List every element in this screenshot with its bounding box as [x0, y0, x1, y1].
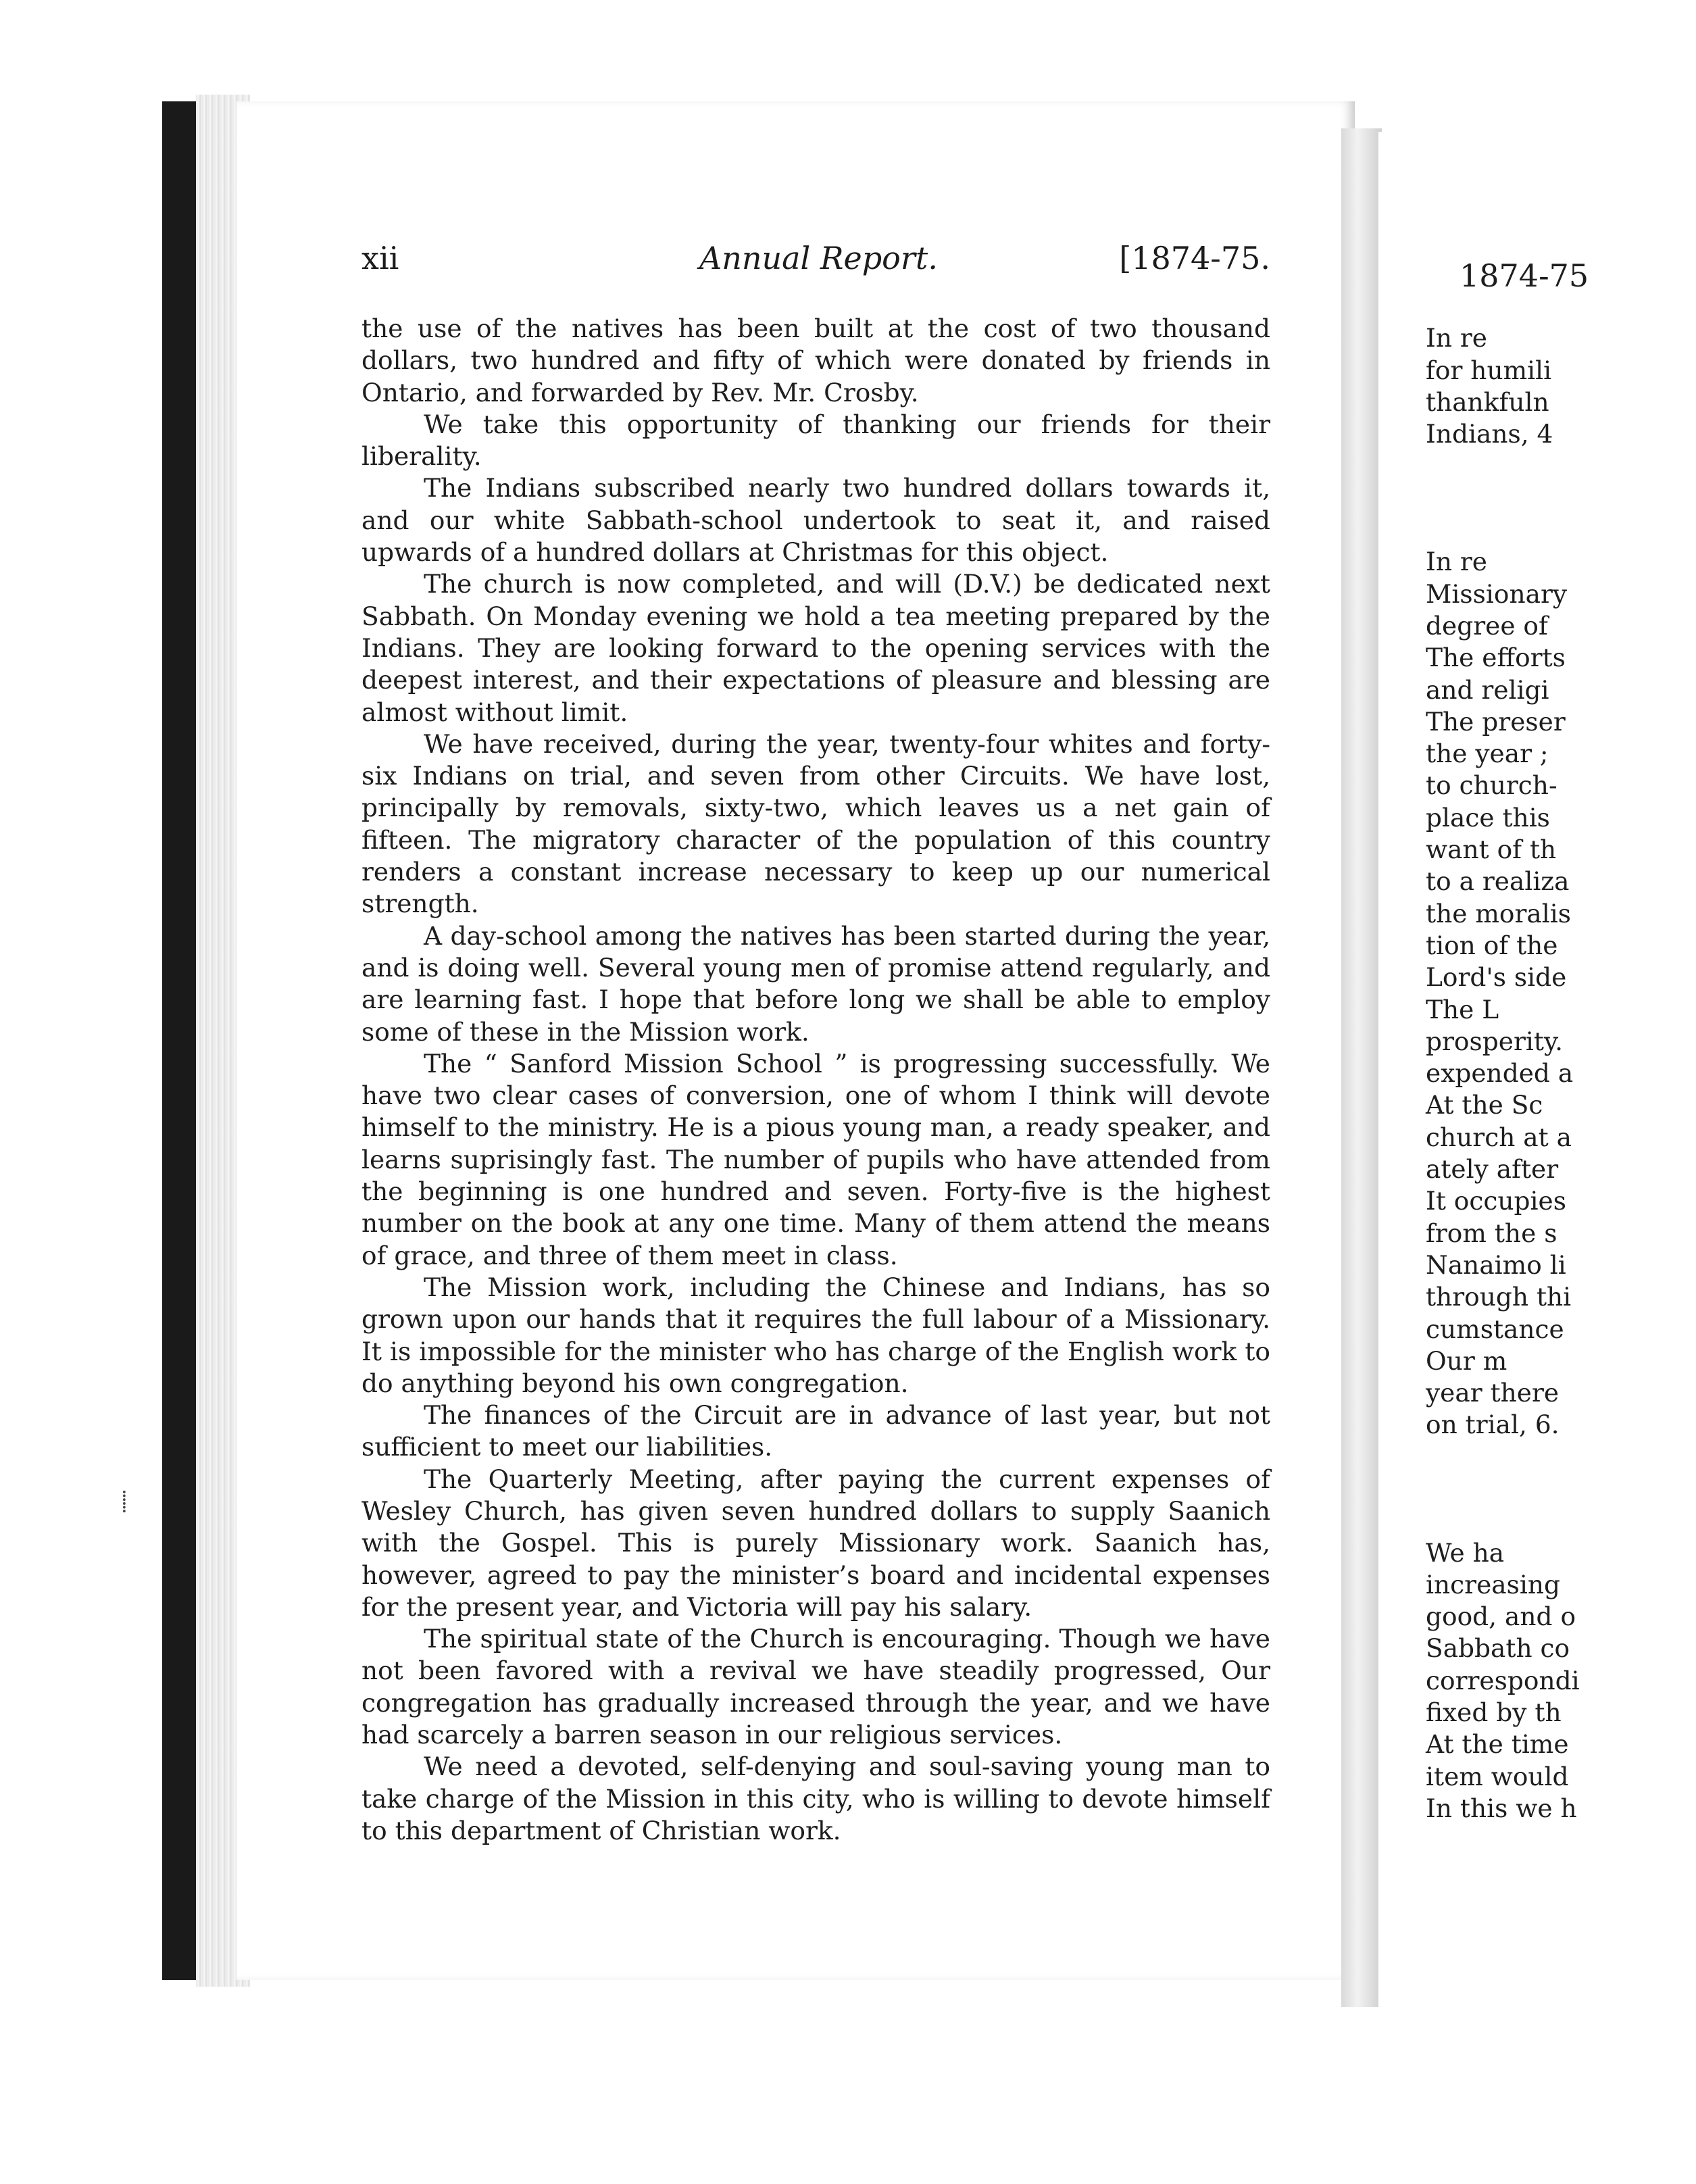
facing-page-line: At the Sc [1426, 1090, 1543, 1120]
facing-page-line: tion of the [1426, 930, 1558, 960]
page-title: Annual Report. [699, 240, 938, 276]
paragraph: We have received, during the year, twenty-four whites and forty-six Indians on trial, and seven from other Circuits. We have lost, principally by removals, sixty-two, which leaves us a net gain of fifteen. The migratory character of the population of this country renders a constant increase necessary to keep up our numerical strength. [361, 728, 1270, 919]
facing-page-line: increasing [1426, 1569, 1561, 1599]
facing-page-line: on trial, 6. [1426, 1410, 1560, 1440]
facing-page-line: through thi [1426, 1282, 1572, 1312]
facing-page-line: item would [1426, 1761, 1569, 1791]
facing-page-line: In re [1426, 547, 1488, 577]
facing-page-line: Sabbath co [1426, 1633, 1570, 1664]
facing-page-line: prosperity. [1426, 1026, 1564, 1056]
facing-page-line: for humili [1426, 355, 1552, 385]
scan-mark: ⸽ [122, 1490, 127, 1514]
facing-page-line: In this we h [1426, 1793, 1577, 1823]
facing-page-line: It occupies [1426, 1186, 1566, 1216]
facing-page-line: Our m [1426, 1345, 1507, 1376]
facing-page-line: from the s [1426, 1218, 1557, 1248]
paragraph: We take this opportunity of thanking our friends for their liberality. [361, 409, 1270, 472]
paragraph: We need a devoted, self-denying and soul-saving young man to take charge of the Mission in this city, who is willing to devote himself to this department of Christian work. [361, 1752, 1270, 1845]
facing-page-line: Missionary [1426, 578, 1568, 609]
facing-page-line [1426, 482, 1696, 514]
facing-page-line: correspondi [1426, 1665, 1580, 1695]
paragraph: The “ Sanford Mission School ” is progressing successfully. We have two clear cases of conversion, one of whom I think will devote himself to the ministry. He is a pious young man, a ready speaker, and learns suprisingly fast. The number of pupils who have attended from the beginning is one hundred and seven. Forty-five is the highest number on the book at any one time. Many of them attend the means of grace, and three of them meet in class. [361, 1048, 1270, 1270]
facing-page-line: fixed by th [1426, 1697, 1562, 1728]
paragraph: The finances of the Circuit are in advance of last year, but not sufficient to meet our liabilities. [361, 1400, 1270, 1462]
body-text [361, 313, 1270, 1847]
page-number: xii [361, 240, 399, 276]
facing-page-line [1426, 1441, 1696, 1473]
page-year: [1874-75. [1119, 240, 1270, 276]
book-gutter [1341, 128, 1382, 2007]
facing-page-line [1426, 1473, 1696, 1505]
facing-page-line: to a realiza [1426, 866, 1570, 897]
paragraph: The Mission work, including the Chinese and Indians, has so grown upon our hands that it requires the full labour of a Missionary. It is impossible for the minister who has charge of the English work to do anything beyond his own congregation. [361, 1272, 1270, 1398]
facing-page-line: year there [1426, 1378, 1560, 1408]
facing-page-header: 1874-75 [1460, 257, 1589, 294]
facing-page-line: At the time [1426, 1729, 1569, 1760]
facing-page-line: Nanaimo li [1426, 1249, 1566, 1280]
facing-page-line: Indians, 4 [1426, 419, 1553, 449]
paragraph: The church is now completed, and will (D.V.) be dedicated next Sabbath. On Monday evening we hold a tea meeting prepared by the Indians. They are looking forward to the opening services with the deepest interest, and their expectations of pleasure and blessing are almost without limit. [361, 569, 1270, 727]
facing-page-text [1426, 257, 1696, 1825]
paragraph: A day-school among the natives has been started during the year, and is doing well. Several young men of promise attend regularly, and are learning fast. I hope that before long we shall be able to employ some of these in the Mission work. [361, 920, 1270, 1047]
facing-page-line: the year ; [1426, 739, 1549, 769]
facing-page-line [1426, 450, 1696, 482]
facing-page-line: ately after [1426, 1154, 1559, 1185]
facing-page-line: The L [1426, 994, 1499, 1024]
facing-page-line: The preser [1426, 706, 1566, 737]
facing-page-line: In re [1426, 323, 1488, 353]
facing-page-line: degree of [1426, 610, 1548, 641]
facing-page-line: place this [1426, 802, 1550, 833]
facing-page-line [1426, 1505, 1696, 1537]
facing-page-line: cumstance [1426, 1314, 1564, 1344]
paragraph: The Quarterly Meeting, after paying the current expenses of Wesley Church, has given seven hundred dollars to supply Saanich with the Gospel. This is purely Missionary work. Saanich has, however, agreed to pay the minister’s board and incidental expenses for the present year, and Victoria will pay his salary. [361, 1464, 1270, 1622]
facing-page-line: good, and o [1426, 1602, 1576, 1632]
paragraph: The Indians subscribed nearly two hundred dollars towards it, and our white Sabbath-school undertook to seat it, and raised upwards of a hundred dollars at Christmas for this object. [361, 473, 1270, 568]
facing-page-line: want of th [1426, 835, 1557, 865]
running-head [361, 240, 1270, 287]
facing-page-line: Lord's side [1426, 962, 1567, 993]
facing-page-line: expended a [1426, 1058, 1574, 1089]
facing-page-line: the moralis [1426, 898, 1571, 928]
facing-page-line: The efforts [1426, 643, 1566, 673]
facing-page-line: thankfuln [1426, 387, 1549, 417]
paragraph: The spiritual state of the Church is encouraging. Though we have not been favored with a revival we have steadily progressed, Our congregation has gradually increased through the year, and we have had scarcely a barren season in our religious services. [361, 1624, 1270, 1750]
facing-page-line: We ha [1426, 1537, 1505, 1568]
facing-page-line [1426, 514, 1696, 546]
facing-page-line: and religi [1426, 674, 1549, 705]
paragraph: the use of the natives has been built at the cost of two thousand dollars, two hundred and fifty of which were donated by friends in Ontario, and forwarded by Rev. Mr. Crosby. [361, 314, 1270, 407]
facing-page-line: church at a [1426, 1122, 1572, 1152]
facing-page-line: to church- [1426, 770, 1557, 801]
